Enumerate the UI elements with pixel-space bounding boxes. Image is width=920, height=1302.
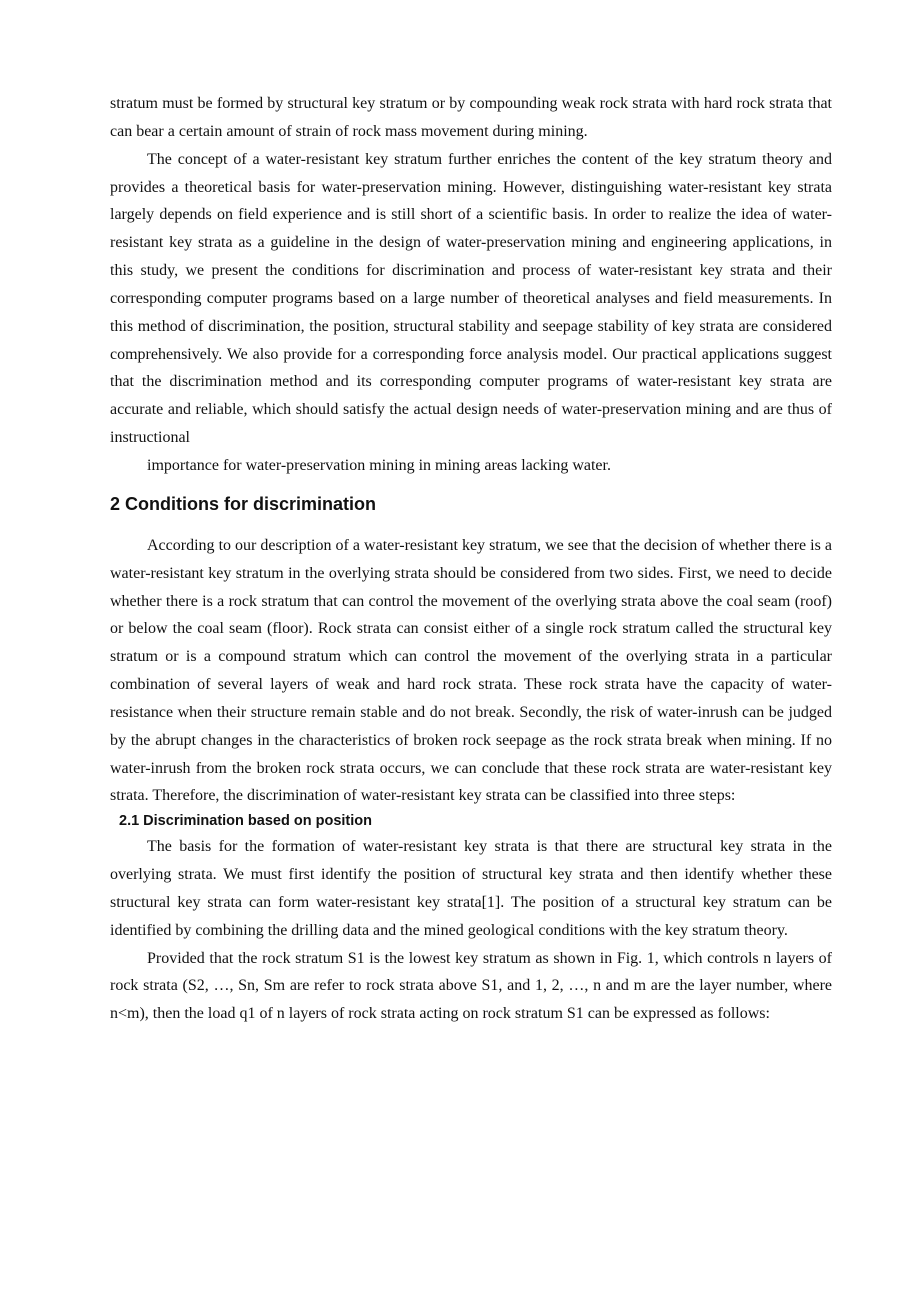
paragraph-conditions: According to our description of a water-resistant key stratum, we see that the decision of whether there is a water-resistant key stratum in the overlying strata should be considered from two sides. First, we need to decide whether there is a rock stratum that can control the movement of the overlying strata above the coal seam (roof) or below the coal seam (floor). Rock strata can consist either of a single rock stratum called the structural key stratum or is a compound stratum which can control the movement of the overlying strata in a particular combination of several layers of weak and hard rock strata. These rock strata have the capacity of water-resistance when their structure remain stable and do not break. Secondly, the risk of water-inrush can be judged by the abrupt changes in the characteristics of broken rock seepage as the rock strata break when mining. If no water-inrush from the broken rock strata occurs, we can conclude that these rock strata are water-resistant key strata. Therefore, the discrimination of water-resistant key strata can be classified into three steps: <box>110 536 832 805</box>
paper-page <box>110 90 832 1028</box>
section-heading-conditions: 2 Conditions for discrimination <box>110 493 377 514</box>
paragraph-concept: The concept of a water-resistant key stratum further enriches the content of the key stratum theory and provides a theoretical basis for water-preservation mining. However, distinguishing water-resistant key strata largely depends on field experience and is still short of a scientific basis. In order to realize the idea of water-resistant key strata as a guideline in the design of water-preservation mining and engineering applications, in this study, we present the conditions for discrimination and process of water-resistant key strata and their corresponding computer programs based on a large number of theoretical analyses and field measurements. In this method of discrimination, the position, structural stability and seepage stability of key strata are considered comprehensively. We also provide for a corresponding force analysis model. Our practical applications suggest that the discrimination method and its corresponding computer programs of water-resistant key strata are accurate and reliable, which should satisfy the actual design needs of water-preservation mining and are thus of instructional <box>110 150 832 447</box>
paragraph-intro-continuation: stratum must be formed by structural key stratum or by compounding weak rock strata with hard rock strata that can bear a certain amount of strain of rock mass movement during mining. <box>110 95 832 140</box>
paragraph-importance: importance for water-preservation mining in mining areas lacking water. <box>147 456 611 474</box>
paragraph-basis: The basis for the formation of water-resistant key strata is that there are structural key strata in the overlying strata. We must first identify the position of structural key strata and then identify whether these structural key strata can form water-resistant key strata[1]. The position of a structural key stratum can be identified by combining the drilling data and the mined geological conditions with the key stratum theory. <box>110 838 832 939</box>
subsection-heading-position: 2.1 Discrimination based on position <box>119 813 372 830</box>
paragraph-provided: Provided that the rock stratum S1 is the lowest key stratum as shown in Fig. 1, which controls n layers of rock strata (S2, …, Sn, Sm are refer to rock strata above S1, and 1, 2, …, n and m are the layer number, where n<m), then the load q1 of n layers of rock strata acting on rock stratum S1 can be expressed as follows: <box>110 949 832 1023</box>
